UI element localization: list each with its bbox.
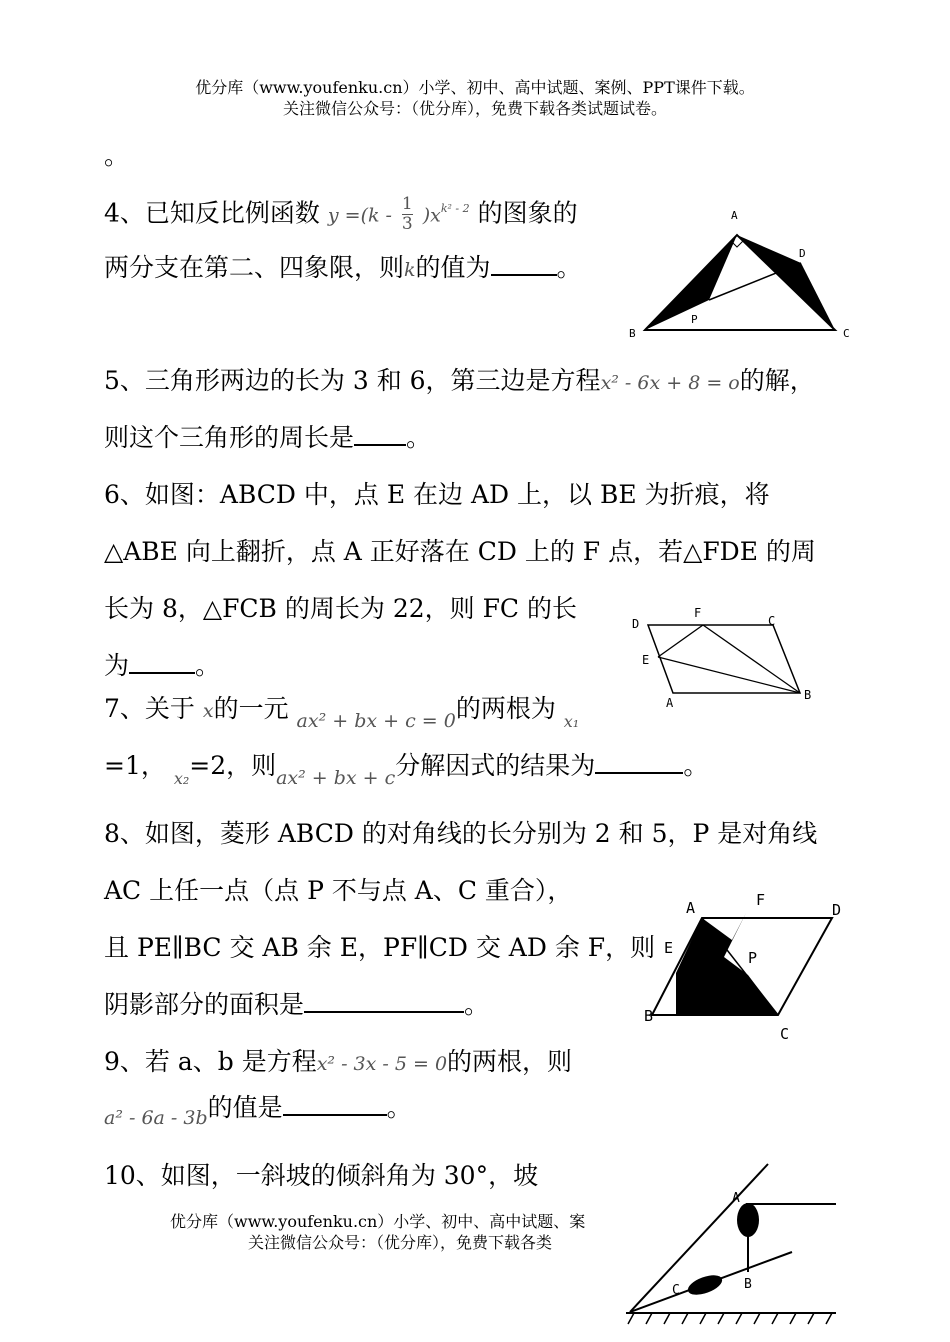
q7-text-b: 的一元 bbox=[213, 694, 289, 723]
q8-label-a: A bbox=[686, 899, 696, 917]
q7-text-f: 分解因式的结果为 bbox=[395, 751, 596, 780]
q10-label-b: B bbox=[744, 1277, 752, 1292]
q4-fraction-num: 1 bbox=[401, 194, 413, 215]
q4-fraction-den: 3 bbox=[401, 214, 413, 235]
q5-text-a: 5、三角形两边的长为 3 和 6，第三边是方程 bbox=[104, 366, 601, 395]
q6-line4 bbox=[104, 650, 220, 682]
q4-label-p: P bbox=[691, 313, 698, 326]
q4-answer-blank bbox=[491, 252, 557, 276]
q4-figure bbox=[625, 205, 857, 345]
q6-answer-blank bbox=[129, 650, 195, 674]
q9-text-b: 的两根，则 bbox=[447, 1047, 573, 1076]
q7-text-d: =1， bbox=[104, 751, 166, 780]
q6-label-b: B bbox=[804, 688, 812, 702]
q4-label-d: D bbox=[799, 247, 806, 260]
q5-text-b: 的解， bbox=[739, 366, 815, 395]
previous-question-end: 。 bbox=[104, 141, 130, 170]
q9-text-c: 的值是 bbox=[207, 1093, 283, 1122]
q7-line1 bbox=[104, 693, 580, 732]
q6-line3: 长为 8，△FCB 的周长为 22，则 FC 的长 bbox=[104, 594, 577, 623]
q4-end: 。 bbox=[556, 253, 582, 282]
q8-end: 。 bbox=[464, 990, 490, 1019]
q7-line2 bbox=[104, 750, 709, 789]
q8-line4 bbox=[104, 989, 489, 1021]
q6-segment-fb bbox=[703, 625, 800, 693]
q7-text-c: 的两根为 bbox=[455, 694, 556, 723]
q9-expression: a² - 6a - 3b bbox=[104, 1107, 208, 1129]
q4-expr-lhs: y =(k - bbox=[327, 204, 392, 227]
q5-answer-blank bbox=[354, 422, 406, 446]
q6-end: 。 bbox=[195, 651, 221, 680]
q6-label-a: A bbox=[666, 696, 674, 710]
q4-line2 bbox=[104, 252, 582, 286]
q8-answer-blank bbox=[304, 989, 464, 1013]
q10-shaded-ellipse-a bbox=[737, 1203, 759, 1237]
q8-label-e: E bbox=[664, 939, 674, 957]
q6-label-e: E bbox=[642, 653, 650, 667]
page-header-line1: 优分库（www.youfenku.cn）小学、初中、高中试题、案例、PPT课件下载。 bbox=[195, 78, 755, 97]
q4-fraction bbox=[402, 195, 413, 234]
q9-line2 bbox=[104, 1092, 412, 1129]
page-footer-line1: 优分库（www.youfenku.cn）小学、初中、高中试题、案 bbox=[170, 1212, 586, 1231]
q7-equation: ax² + bx + c = 0 bbox=[296, 710, 456, 732]
q8-shaded-region bbox=[676, 913, 778, 1015]
q7-polynomial: ax² + bx + c bbox=[276, 767, 396, 789]
q6-label-d: D bbox=[632, 617, 640, 631]
q4-label-b: B bbox=[629, 327, 636, 340]
q4-text-c: 两分支在第二、四象限，则 bbox=[104, 253, 405, 282]
q4-text-b: 的图象的 bbox=[477, 198, 578, 228]
q4-expr-exponent: k² - 2 bbox=[440, 202, 470, 215]
q6-segment-ef bbox=[658, 625, 703, 657]
q4-line1 bbox=[104, 193, 578, 234]
q5-equation: x² - 6x + 8 = o bbox=[600, 372, 740, 394]
q4-text-a: 4、已知反比例函数 bbox=[104, 198, 320, 228]
q4-expr-x: )x bbox=[422, 204, 441, 227]
q7-answer-blank bbox=[595, 750, 683, 774]
q4-label-a: A bbox=[731, 209, 738, 222]
q10-ground-hatching bbox=[628, 1313, 832, 1324]
q8-line1: 8、如图，菱形 ABCD 的对角线的长分别为 2 和 5，P 是对角线 bbox=[104, 819, 818, 848]
q6-figure bbox=[628, 605, 818, 713]
q8-line3: 且 PE∥BC 交 AB 余 E，PF∥CD 交 AD 余 F，则 bbox=[104, 933, 656, 962]
q6-label-f: F bbox=[694, 606, 702, 620]
q10-line1: 10、如图，一斜坡的倾斜角为 30°，坡 bbox=[104, 1161, 539, 1190]
q10-label-c: C bbox=[672, 1283, 680, 1298]
q9-answer-blank bbox=[283, 1092, 387, 1116]
q8-label-p: P bbox=[748, 949, 758, 967]
q9-equation: x² - 3x - 5 = 0 bbox=[316, 1053, 448, 1075]
q10-label-a: A bbox=[732, 1191, 740, 1206]
q7-x2: x₂ bbox=[173, 769, 190, 788]
q10-shaded-ellipse-c bbox=[685, 1271, 724, 1298]
q6-line1: 6、如图：ABCD 中，点 E 在边 AD 上，以 BE 为折痕，将 bbox=[104, 480, 770, 509]
q4-label-c: C bbox=[843, 327, 850, 340]
page-footer-line2: 关注微信公众号：（优分库），免费下载各类 bbox=[248, 1233, 553, 1252]
q8-label-f: F bbox=[756, 891, 766, 909]
q9-text-a: 9、若 a、b 是方程 bbox=[104, 1047, 317, 1076]
q5-text-c: 则这个三角形的周长是 bbox=[104, 423, 355, 452]
q5-end: 。 bbox=[406, 423, 432, 452]
q6-text-d: 为 bbox=[104, 651, 130, 680]
q8-text-d: 阴影部分的面积是 bbox=[104, 990, 305, 1019]
q9-end: 。 bbox=[386, 1093, 412, 1122]
q6-segment-eb bbox=[658, 657, 800, 693]
q6-label-c: C bbox=[768, 614, 776, 628]
q7-x1: x₁ bbox=[563, 712, 580, 731]
page-header-line2: 关注微信公众号：（优分库），免费下载各类试题试卷。 bbox=[282, 99, 667, 118]
q8-label-d: D bbox=[832, 901, 842, 919]
q8-label-b: B bbox=[644, 1007, 654, 1025]
q8-figure bbox=[636, 885, 850, 1045]
q7-text-e: =2，则 bbox=[189, 751, 277, 780]
q7-text-a: 7、关于 bbox=[104, 694, 195, 723]
q5-line2 bbox=[104, 422, 431, 454]
q4-text-d: 的值为 bbox=[415, 253, 491, 282]
q7-var-x: x bbox=[202, 700, 214, 722]
q8-label-c: C bbox=[780, 1025, 790, 1043]
q8-line2: AC 上任一点（点 P 不与点 A、C 重合）， bbox=[104, 876, 573, 905]
q6-line2: △ABE 向上翻折，点 A 正好落在 CD 上的 F 点，若△FDE 的周 bbox=[104, 537, 816, 566]
q7-end: 。 bbox=[683, 751, 709, 780]
q5-line1 bbox=[104, 365, 815, 399]
q9-line1 bbox=[104, 1046, 572, 1080]
q6-parallelogram bbox=[648, 625, 800, 693]
q4-var-k: k bbox=[404, 259, 416, 281]
